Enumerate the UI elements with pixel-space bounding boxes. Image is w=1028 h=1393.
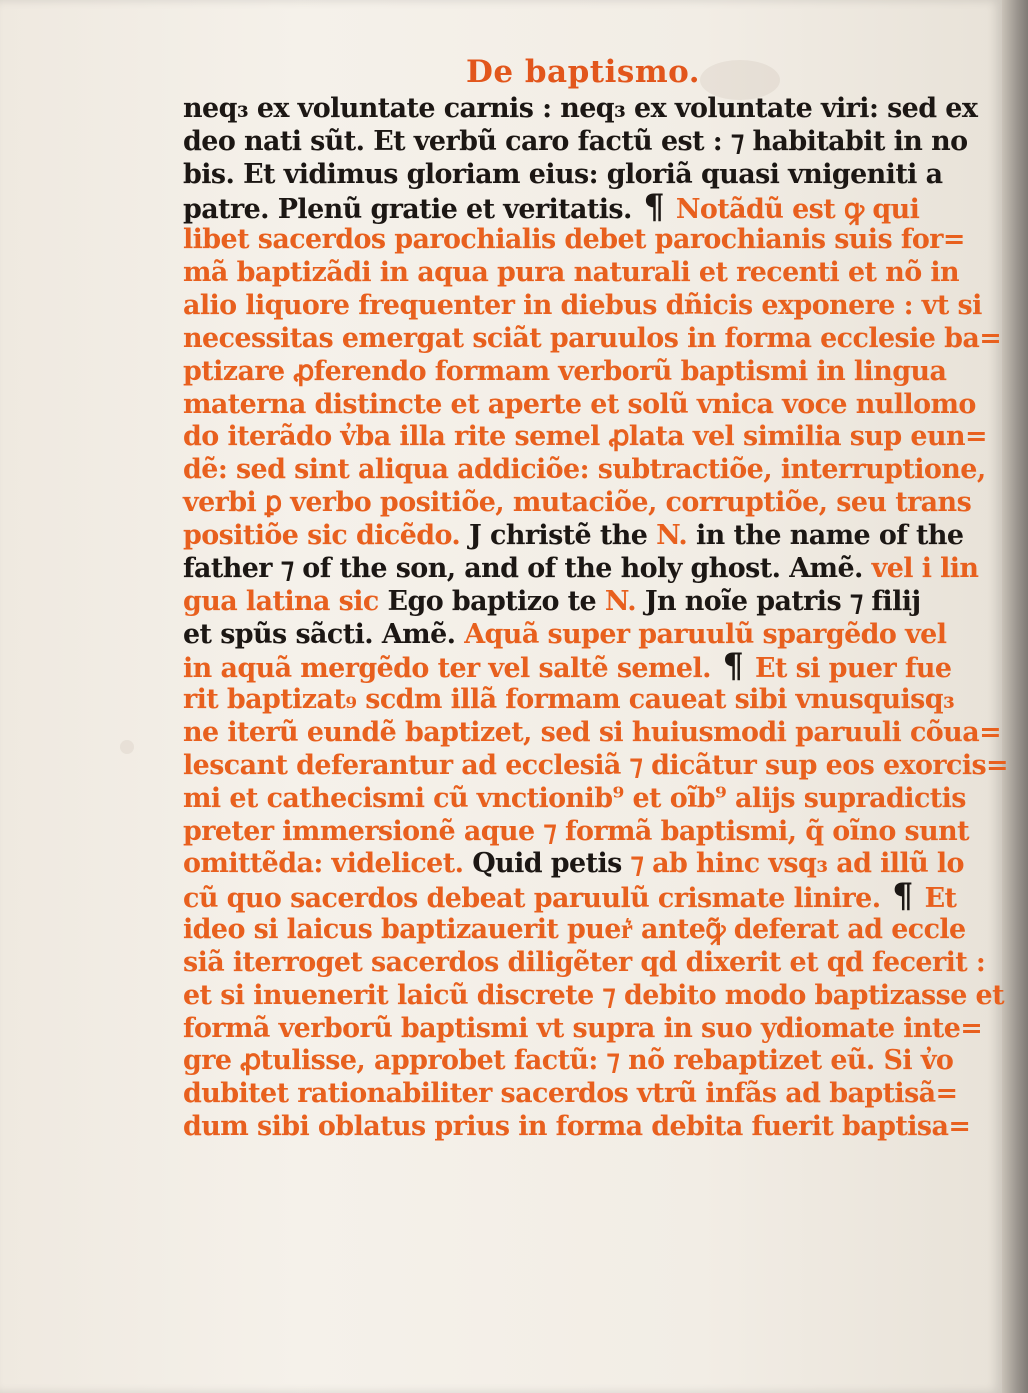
text-line bbox=[183, 256, 960, 289]
rubric-text: verbi ꝑ verbo positiõe, mutaciõe, corruptiõe, seu trans bbox=[183, 486, 972, 519]
rubric-text: et si inuenerit laicũ discrete ⁊ debito modo baptizasse et bbox=[183, 978, 1004, 1011]
text-line bbox=[183, 1110, 971, 1143]
text-line bbox=[183, 814, 969, 848]
rubric-text: positiõe sic dicẽdo. bbox=[183, 518, 470, 551]
page-edge bbox=[1002, 0, 1028, 1393]
rubric-text: ⁊ ab hinc vsq₃ ad illũ lo bbox=[630, 847, 964, 880]
text-line bbox=[183, 486, 972, 519]
pilcrow-mark: ¶ bbox=[643, 186, 665, 227]
rubric-text: omittẽda: videlicet. bbox=[183, 847, 473, 880]
rubric-text: gre ꝓtulisse, approbet factũ: ⁊ nõ rebaptizet eũ. Si v̓o bbox=[183, 1044, 954, 1077]
text-line bbox=[183, 158, 957, 191]
rubric-text: necessitas emergat sciãt paruulos in forma ecclesie ba= bbox=[183, 321, 1002, 354]
body-text: bis. Et vidimus gloriam eius: gloriã quasi vnigeniti a bbox=[183, 157, 943, 190]
text-line bbox=[183, 1011, 983, 1045]
rubric-text: do iterãdo v̓ba illa rite semel ꝓlata vel similia sup eun= bbox=[183, 420, 987, 453]
text-block bbox=[183, 52, 1009, 1143]
text-line bbox=[183, 124, 968, 158]
rubric-text: N. bbox=[656, 518, 688, 551]
body-text: Jn noĩe patris ⁊ filij bbox=[636, 584, 921, 617]
rubric-text: alio liquore frequenter in diebus dñicis exponere : vt si bbox=[183, 289, 982, 322]
pilcrow-mark: ¶ bbox=[892, 876, 913, 917]
rubric-text: ptizare ꝓferendo formam verborũ baptismi in lingua bbox=[183, 354, 947, 387]
rubric-text: N. bbox=[604, 584, 637, 617]
rubric-text: ne iterũ eundẽ baptizet, sed si huiusmodi paruuli cõua= bbox=[183, 716, 1002, 749]
rubric-text: Aquã super paruulũ spargẽdo vel bbox=[464, 617, 947, 650]
body-text: et spũs sãcti. Amẽ. bbox=[183, 617, 465, 650]
rubric-text: siã iterroget sacerdos diligẽter qd dixerit et qd fecerit : bbox=[183, 945, 986, 978]
body-text: in the name of the bbox=[687, 518, 964, 551]
rubric-text: Notãdũ est ꝙ qui bbox=[667, 192, 920, 225]
text-line bbox=[183, 387, 976, 421]
text-line bbox=[183, 646, 957, 687]
rubric-text: vel i lin bbox=[871, 551, 979, 584]
text-line bbox=[183, 945, 986, 979]
text-line bbox=[183, 618, 957, 651]
text-line bbox=[183, 518, 964, 552]
text-line bbox=[183, 420, 987, 453]
rubric-text: formã verborũ baptismi vt supra in suo ydiomate inte= bbox=[183, 1011, 983, 1044]
text-line bbox=[183, 223, 965, 256]
body-text: deo nati sũt. Et verbũ caro factũ est : ⁊ habitabit in no bbox=[183, 124, 968, 157]
rubric-text: lescant deferantur ad ecclesiã ⁊ dicãtur sup eos exorcis= bbox=[183, 748, 1009, 781]
text-line bbox=[183, 355, 957, 388]
body-text: patre. Plenũ gratie et veritatis. bbox=[183, 192, 641, 225]
rubric-text: preter immersionẽ aque ⁊ formã baptismi, q̃ oĩno sunt bbox=[183, 814, 969, 847]
text-line bbox=[183, 978, 1004, 1012]
rubric-text: in aquã mergẽdo ter vel saltẽ semel. bbox=[183, 652, 720, 685]
text-line bbox=[183, 748, 1009, 782]
text-line bbox=[183, 913, 966, 946]
body-text: Ego baptizo te bbox=[387, 584, 605, 617]
body-text: neq₃ ex voluntate carnis : neq₃ ex voluntate viri: sed ex bbox=[183, 92, 978, 124]
rubric-text: dubitet rationabiliter sacerdos vtrũ infãs ad baptisã= bbox=[183, 1077, 958, 1110]
text-lines bbox=[183, 92, 1009, 1143]
text-line bbox=[183, 1044, 957, 1077]
text-line bbox=[183, 847, 964, 880]
body-text: Quid petis bbox=[472, 847, 631, 880]
text-line bbox=[183, 716, 1002, 749]
text-line bbox=[183, 289, 982, 322]
pilcrow-mark: ¶ bbox=[722, 646, 744, 687]
page-heading: De baptismo. bbox=[465, 54, 701, 90]
text-line bbox=[183, 321, 1002, 355]
rubric-text: Et si puer fue bbox=[746, 652, 952, 685]
rubric-text: materna distincte et aperte et solũ vnica voce nullomo bbox=[183, 387, 976, 420]
paper-stain bbox=[120, 740, 134, 754]
text-line bbox=[183, 585, 957, 618]
text-line bbox=[183, 876, 957, 917]
rubric-text: rit baptizat₉ scdm illã formam caueat sibi vnusquisq₃ bbox=[183, 683, 955, 716]
rubric-text: gua latina sic bbox=[183, 584, 388, 617]
body-text: J christẽ the bbox=[469, 518, 657, 551]
text-line bbox=[183, 781, 966, 815]
rubric-text: ideo si laicus baptizauerit puer͛ anteꝙ̃ deferat ad eccle bbox=[183, 913, 966, 946]
text-line bbox=[183, 186, 957, 227]
rubric-text: mi et cathecismi cũ vnctionib⁹ et oĩb⁹ alijs supradictis bbox=[183, 781, 966, 814]
rubric-text: dum sibi oblatus prius in forma debita fuerit baptisa= bbox=[183, 1110, 971, 1143]
text-line bbox=[183, 683, 957, 716]
rubric-text: dẽ: sed sint aliqua addiciõe: subtractiõe, interruptione, bbox=[183, 453, 986, 486]
body-text: father ⁊ of the son, and of the holy ghost. Amẽ. bbox=[183, 551, 872, 584]
rubric-text: cũ quo sacerdos debeat paruulũ crismate linire. bbox=[183, 882, 890, 915]
rubric-text: mã baptizãdi in aqua pura naturali et recenti et nõ in bbox=[183, 256, 960, 289]
text-line bbox=[183, 92, 978, 125]
text-line bbox=[183, 453, 986, 486]
rubric-text: libet sacerdos parochialis debet parochianis suis for= bbox=[183, 223, 965, 256]
text-line bbox=[183, 1077, 957, 1110]
rubric-text: Et bbox=[915, 882, 957, 915]
text-line bbox=[183, 551, 979, 585]
